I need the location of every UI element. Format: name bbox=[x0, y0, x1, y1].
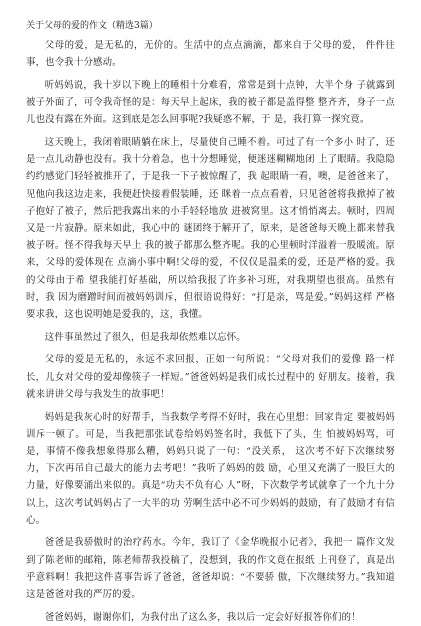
paragraph: 这件事虽然过了很久，但是我却依然难以忘怀。 bbox=[44, 331, 246, 343]
paragraph: 爸爸妈妈，谢谢你们，为我付出了这么多，我以后一定会好好报答你们的！ bbox=[44, 611, 361, 623]
paragraph: 妈妈是我灰心时的好帮手，当我数学考得不好时，我在心里想：回家肯定 要被妈妈训斥一顿了。可是，当我把那张试卷给妈妈签名时，我低下了头，生 怕被妈妈骂，可是，事情不像我想象得那么糟，妈妈只说了一句：“没关系， 这次考不好下次继续努力，下次再吊自己最大的能力去考吧！”我听了妈妈的鼓 励，心里又充满了一股巨大的力量，好像要涌出来似的。真是“功夫不负有心 人”呀，下次数学考试就拿了一个九十分以上，这次考试妈妈占了一大半的功 劳啊生活中必不可少妈妈的鼓励，有了鼓励才有信心。 bbox=[26, 411, 395, 526]
paragraph: 这天晚上，我闭着眼睛躺在床上，尽量使自己睡不着。可过了有一个多小 时了，还是一点儿动静也没有。我十分着急，也十分想睡觉，便迷迷糊糊地闭 上了眼睛。我隐隐约约感觉门轻轻被推开了，于是我一下子被惊醒了，我 起眼睛一看，噢，是爸爸来了，见他向我这边走来，我便赶快接着假装睡，还 眯着一点点看着，只见爸爸将我掀掉了被子抱好了被子，然后把我露出来的小手轻轻地放 进被窝里。这才悄悄离去。顿时，四周又是一片寂静。原来如此，我心中的 谜团终于解开了，原来，是爸爸每天晚上都来替我被子呀。怪不得我每天早上 我的被子都那么整齐呢。我的心里顿时洋溢着一股暖流。原来，父母的爱体现在 点滴小事中啊!父母的爱，不仅仅是温柔的爱，还是严格的爱。我的父母由于希 望我能打好基础，所以给我报了许多补习班，对我期望也很高。虽然有时，我 因为磨蹭时间而被妈妈训斥，但很语说得好：“打是亲，骂是爱。”妈妈这样 严格要求我，这也说明她是爱我的，这，我懂。 bbox=[26, 137, 395, 321]
paragraph: 爸爸是我骄傲时的治疗药水。今年，我订了《金华晚报小记者》，我把一 篇作文发到了陈老师的邮箱，陈老师帮我投稿了，没想到，我的作文竟在报纸 上刊登了，真是出乎意料啊！我把这件喜事告诉了爸爸，爸爸却说：“不要骄 傲，下次继续努力。”我知道这是爸爸对我的严厉的爱。 bbox=[26, 537, 395, 601]
document-title: 关于父母的爱的作文（精选3篇） bbox=[26, 21, 158, 31]
paragraph: 听妈妈说，我十岁以下晚上的睡相十分难看，常常是到十点钟，大半个身 子就露到被子外面了，可令我奇怪的是：每天早上起床，我的被子都是盖得整 整齐齐，身子一点儿也没有露在外面。这到底是怎么回事呢?我疑惑不解，于 是，我打算一探究竟。 bbox=[26, 79, 395, 126]
paragraph: 父母的爱，是无私的，无价的。生活中的点点滴滴，都来自于父母的爱， 件件往事，也令我十分感动。 bbox=[26, 40, 395, 69]
paragraph: 父母的爱是无私的，永远不求回报，正如一句所说：“父母对我们的爱像 路一样长，儿女对父母的爱却像筷子一样短。”爸爸妈妈是我们成长过程中的 好朋友。接着，我就来讲讲父母与我发生的故事吧！ bbox=[26, 354, 395, 400]
